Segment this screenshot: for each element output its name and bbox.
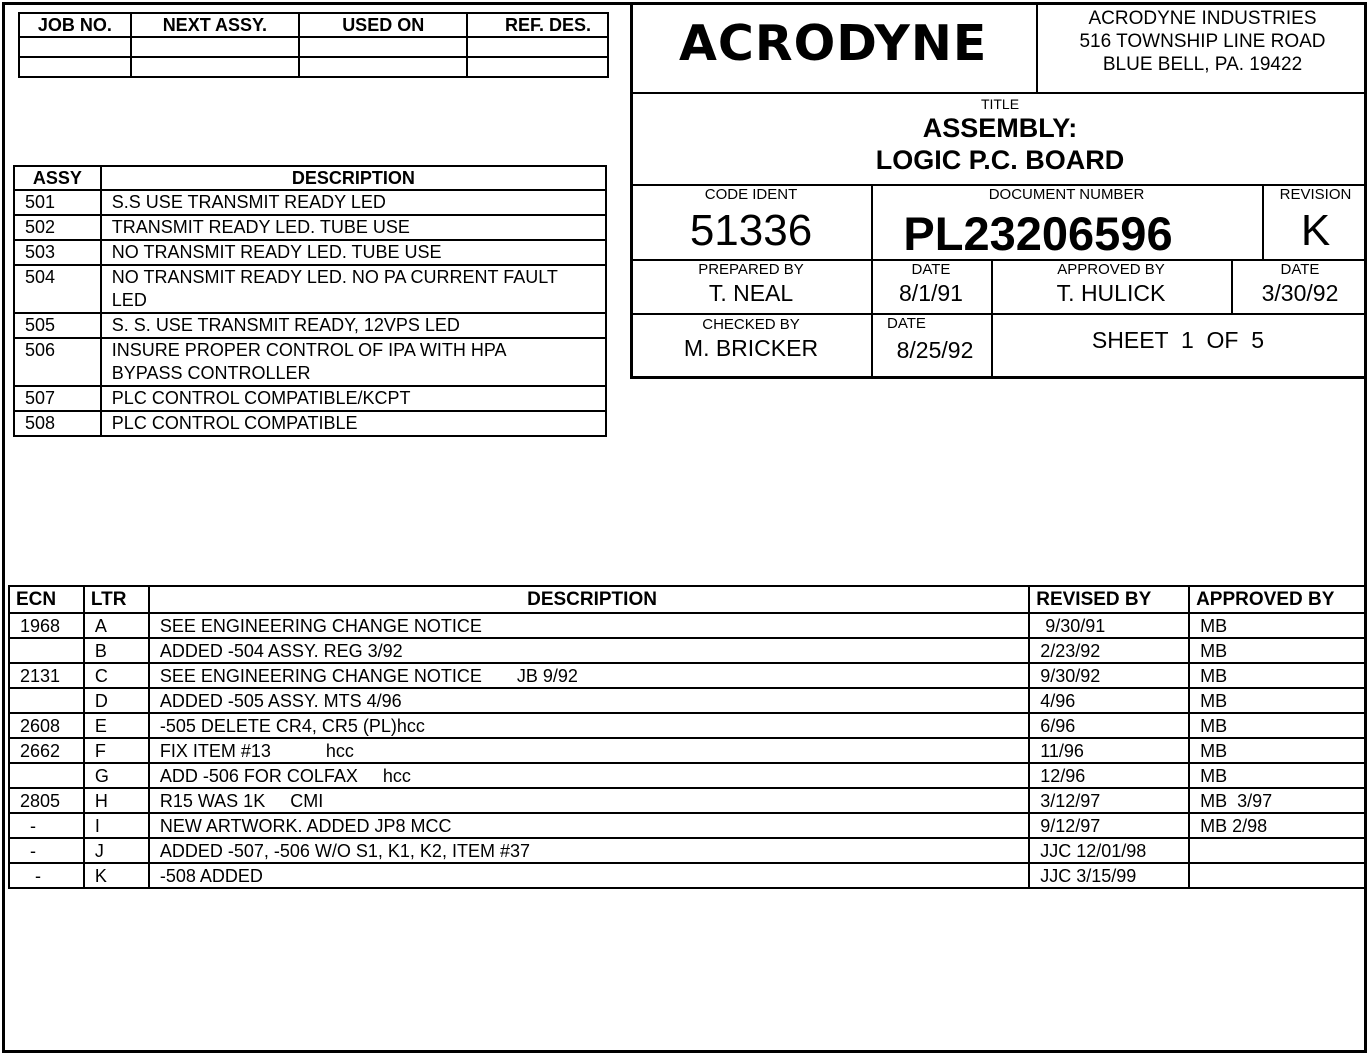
assy-description: S.S USE TRANSMIT READY LED bbox=[101, 190, 606, 215]
ltr-cell: B bbox=[84, 638, 149, 663]
revision-label: REVISION bbox=[1279, 186, 1352, 203]
revision-description-cell: SEE ENGINEERING CHANGE NOTICE bbox=[149, 613, 1029, 638]
revised-by-cell: 2/23/92 bbox=[1029, 638, 1189, 663]
ltr-cell: D bbox=[84, 688, 149, 713]
revision-description-cell: -508 ADDED bbox=[149, 863, 1029, 888]
revised-by-cell: 6/96 bbox=[1029, 713, 1189, 738]
ecn-header: ECN bbox=[9, 586, 84, 613]
assy-number: 504 bbox=[14, 265, 101, 313]
approved-by-cell: MB bbox=[1189, 613, 1366, 638]
approved-by-cell: MB bbox=[1189, 688, 1366, 713]
revision-description-cell: ADDED -504 ASSY. REG 3/92 bbox=[149, 638, 1029, 663]
ltr-cell: A bbox=[84, 613, 149, 638]
ltr-cell: J bbox=[84, 838, 149, 863]
prepared-by-value: T. NEAL bbox=[708, 280, 794, 306]
assy-description: PLC CONTROL COMPATIBLE/KCPT bbox=[101, 386, 606, 411]
revision-description-cell: FIX ITEM #13 hcc bbox=[149, 738, 1029, 763]
revision-description-cell: -505 DELETE CR4, CR5 (PL)hcc bbox=[149, 713, 1029, 738]
document-number-value: PL23206596 bbox=[903, 207, 1173, 260]
revision-row bbox=[9, 663, 1366, 688]
approved-by-cell: MB 3/97 bbox=[1189, 788, 1366, 813]
company-street: 516 TOWNSHIP LINE ROAD bbox=[1079, 31, 1326, 52]
ecn-cell: 2608 bbox=[9, 713, 84, 738]
approved-date-value: 3/30/92 bbox=[1261, 280, 1339, 306]
assy-number: 506 bbox=[14, 338, 101, 386]
revised-by-cell: 12/96 bbox=[1029, 763, 1189, 788]
ecn-cell: - bbox=[9, 813, 84, 838]
assy-description: S. S. USE TRANSMIT READY, 12VPS LED bbox=[101, 313, 606, 338]
ltr-cell: K bbox=[84, 863, 149, 888]
revision-row bbox=[9, 688, 1366, 713]
assy-row bbox=[14, 313, 606, 338]
revised-by-cell: 9/30/92 bbox=[1029, 663, 1189, 688]
ecn-cell: 1968 bbox=[9, 613, 84, 638]
revised-by-cell: 4/96 bbox=[1029, 688, 1189, 713]
ltr-cell: C bbox=[84, 663, 149, 688]
assy-row bbox=[14, 215, 606, 240]
ecn-cell bbox=[9, 763, 84, 788]
revision-row bbox=[9, 838, 1366, 863]
revision-description-cell: ADDED -507, -506 W/O S1, K1, K2, ITEM #37 bbox=[149, 838, 1029, 863]
ltr-cell: E bbox=[84, 713, 149, 738]
approved-by-cell: MB bbox=[1189, 738, 1366, 763]
revision-description-cell: ADDED -505 ASSY. MTS 4/96 bbox=[149, 688, 1029, 713]
assy-number: 508 bbox=[14, 411, 101, 436]
ecn-cell: - bbox=[9, 863, 84, 888]
assy-number: 501 bbox=[14, 190, 101, 215]
revision-row bbox=[9, 863, 1366, 888]
assy-row bbox=[14, 265, 606, 313]
logo-cell bbox=[633, 5, 1038, 94]
revision-row bbox=[9, 813, 1366, 838]
company-address bbox=[1038, 5, 1367, 94]
revised-by-cell: 9/30/91 bbox=[1029, 613, 1189, 638]
approved-date-label: DATE bbox=[1280, 261, 1320, 278]
assy-row bbox=[14, 411, 606, 436]
revision-row bbox=[9, 763, 1366, 788]
revised-by-cell: 3/12/97 bbox=[1029, 788, 1189, 813]
job-no-header: JOB NO. bbox=[19, 13, 131, 37]
job-table-row bbox=[19, 37, 608, 57]
assy-description: PLC CONTROL COMPATIBLE bbox=[101, 411, 606, 436]
revision-row bbox=[9, 713, 1366, 738]
approved-by-cell: MB bbox=[1189, 713, 1366, 738]
prepared-date-value: 8/1/91 bbox=[899, 280, 963, 306]
ecn-cell bbox=[9, 688, 84, 713]
company-name: ACRODYNE INDUSTRIES bbox=[1088, 8, 1317, 29]
used-on-header: USED ON bbox=[299, 13, 467, 37]
job-table-row bbox=[19, 57, 608, 77]
checked-by-label: CHECKED BY bbox=[702, 316, 800, 333]
revision-row bbox=[9, 738, 1366, 763]
approved-date-cell bbox=[1233, 261, 1367, 315]
ecn-cell: 2805 bbox=[9, 788, 84, 813]
code-ident-cell bbox=[633, 186, 873, 261]
approved-by-header: APPROVED BY bbox=[1189, 586, 1366, 613]
approved-by-label: APPROVED BY bbox=[1057, 261, 1165, 278]
approved-by-value: T. HULICK bbox=[1056, 280, 1166, 306]
revision-description-cell: SEE ENGINEERING CHANGE NOTICE JB 9/92 bbox=[149, 663, 1029, 688]
revised-by-cell: JJC 3/15/99 bbox=[1029, 863, 1189, 888]
ltr-cell: H bbox=[84, 788, 149, 813]
ltr-cell: F bbox=[84, 738, 149, 763]
code-ident-value: 51336 bbox=[689, 206, 813, 255]
sheet-cell bbox=[993, 315, 1367, 379]
assy-table bbox=[13, 165, 607, 437]
assy-description: NO TRANSMIT READY LED. TUBE USE bbox=[101, 240, 606, 265]
approved-by-cell: MB bbox=[1189, 663, 1366, 688]
document-number-cell bbox=[873, 186, 1264, 261]
assy-description: NO TRANSMIT READY LED. NO PA CURRENT FAULT LED bbox=[101, 265, 606, 313]
revision-description-header: DESCRIPTION bbox=[149, 586, 1029, 613]
prepared-by-label: PREPARED BY bbox=[698, 261, 804, 278]
job-table-header bbox=[19, 13, 608, 37]
assy-number: 503 bbox=[14, 240, 101, 265]
sheet-number: SHEET 1 OF 5 bbox=[1091, 327, 1265, 353]
assy-description: TRANSMIT READY LED. TUBE USE bbox=[101, 215, 606, 240]
approved-by-cell bbox=[1189, 863, 1366, 888]
assy-number: 507 bbox=[14, 386, 101, 411]
revision-table-header bbox=[9, 586, 1366, 613]
title-cell bbox=[633, 94, 1367, 186]
assy-header: ASSY bbox=[14, 166, 101, 190]
revision-table bbox=[8, 585, 1367, 889]
ltr-header: LTR bbox=[84, 586, 149, 613]
assy-row bbox=[14, 386, 606, 411]
next-assy-header: NEXT ASSY. bbox=[131, 13, 299, 37]
company-logo: ACRODYNE bbox=[679, 15, 988, 72]
revised-by-cell: 11/96 bbox=[1029, 738, 1189, 763]
title-line-2: LOGIC P.C. BOARD bbox=[875, 145, 1125, 175]
assy-table-header bbox=[14, 166, 606, 190]
approved-by-cell bbox=[1189, 838, 1366, 863]
revision-description-cell: ADD -506 FOR COLFAX hcc bbox=[149, 763, 1029, 788]
revised-by-cell: 9/12/97 bbox=[1029, 813, 1189, 838]
assy-row bbox=[14, 338, 606, 386]
assy-row bbox=[14, 240, 606, 265]
ecn-cell: - bbox=[9, 838, 84, 863]
ecn-cell: 2662 bbox=[9, 738, 84, 763]
checked-date-cell bbox=[873, 315, 993, 379]
assy-row bbox=[14, 190, 606, 215]
title-label: TITLE bbox=[980, 96, 1020, 112]
approved-by-cell: MB 2/98 bbox=[1189, 813, 1366, 838]
revision-description-cell: NEW ARTWORK. ADDED JP8 MCC bbox=[149, 813, 1029, 838]
description-header: DESCRIPTION bbox=[101, 166, 606, 190]
title-line-1: ASSEMBLY: bbox=[922, 113, 1078, 143]
ref-des-header: REF. DES. bbox=[467, 13, 608, 37]
revised-by-cell: JJC 12/01/98 bbox=[1029, 838, 1189, 863]
ecn-cell bbox=[9, 638, 84, 663]
prepared-date-cell bbox=[873, 261, 993, 315]
checked-date-label: DATE bbox=[887, 315, 926, 332]
approved-by-cell: MB bbox=[1189, 638, 1366, 663]
approved-by-cell: MB bbox=[1189, 763, 1366, 788]
ltr-cell: I bbox=[84, 813, 149, 838]
prepared-date-label: DATE bbox=[911, 261, 951, 278]
title-block bbox=[630, 2, 1367, 379]
checked-by-cell bbox=[633, 315, 873, 379]
revision-cell bbox=[1264, 186, 1367, 261]
checked-by-value: M. BRICKER bbox=[683, 335, 819, 361]
ecn-cell: 2131 bbox=[9, 663, 84, 688]
assy-description: INSURE PROPER CONTROL OF IPA WITH HPA BYPASS CONTROLLER bbox=[101, 338, 606, 386]
assy-number: 505 bbox=[14, 313, 101, 338]
checked-date-value: 8/25/92 bbox=[896, 337, 974, 363]
revision-value: K bbox=[1300, 206, 1331, 255]
revised-by-header: REVISED BY bbox=[1029, 586, 1189, 613]
code-ident-label: CODE IDENT bbox=[704, 186, 798, 203]
job-table bbox=[18, 12, 609, 78]
revision-description-cell: R15 WAS 1K CMI bbox=[149, 788, 1029, 813]
revision-row bbox=[9, 613, 1366, 638]
revision-row bbox=[9, 788, 1366, 813]
assy-number: 502 bbox=[14, 215, 101, 240]
ltr-cell: G bbox=[84, 763, 149, 788]
revision-row bbox=[9, 638, 1366, 663]
company-city: BLUE BELL, PA. 19422 bbox=[1102, 54, 1303, 75]
approved-by-cell bbox=[993, 261, 1233, 315]
prepared-by-cell bbox=[633, 261, 873, 315]
document-number-label: DOCUMENT NUMBER bbox=[988, 186, 1145, 203]
